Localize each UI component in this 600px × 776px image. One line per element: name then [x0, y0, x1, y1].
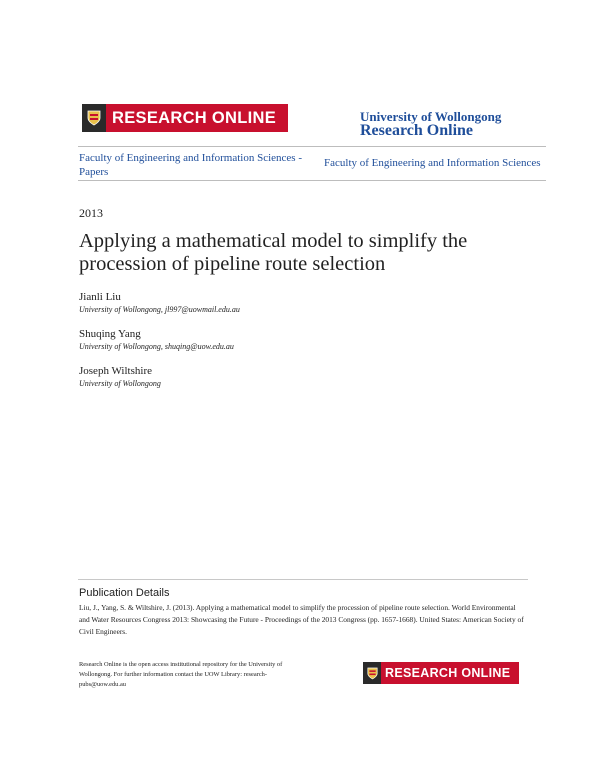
logo-text: RESEARCH ONLINE — [112, 108, 277, 127]
repository-name-link[interactable]: Research Online — [360, 122, 474, 139]
research-online-logo[interactable] — [82, 104, 288, 132]
research-online-footer-logo[interactable] — [363, 662, 519, 684]
divider — [78, 146, 546, 147]
author-name: Shuqing Yang — [79, 328, 141, 340]
publication-details-text: Liu, J., Yang, S. & Wiltshire, J. (2013). Applying a mathematical model to simplify the procession of pipeline route selection. World Environmental and Water Resources Congress 2013: Showcasing the Future - Proceedings of the 2013 Congress (pp. 1657-1668). United States: American Society of Civil Engineers. — [79, 603, 524, 636]
divider — [78, 579, 528, 580]
publication-details-heading: Publication Details — [79, 587, 170, 599]
uow-crest-icon — [363, 662, 381, 684]
uow-crest-icon — [82, 104, 106, 132]
logo-text: RESEARCH ONLINE — [385, 666, 511, 680]
publication-year: 2013 — [79, 206, 103, 220]
author-affiliation: University of Wollongong, jl997@uowmail.edu.au — [79, 305, 240, 314]
university-name-link[interactable]: University of Wollongong — [360, 109, 502, 124]
author-affiliation: University of Wollongong, shuqing@uow.edu.au — [79, 342, 234, 351]
author-name: Jianli Liu — [79, 291, 121, 303]
paper-title: Applying a mathematical model to simplify the procession of pipeline route selection — [79, 230, 468, 275]
repository-note: Research Online is the open access institutional repository for the University of Wollongong. For further information contact the UOW Library: research-pubs@uow.edu.au — [79, 661, 283, 688]
author-affiliation: University of Wollongong — [79, 379, 161, 388]
faculty-link[interactable]: Faculty of Engineering and Information Sciences — [324, 157, 541, 169]
author-name: Joseph Wiltshire — [79, 365, 152, 377]
faculty-papers-link[interactable]: Faculty of Engineering and Information Sciences - Papers — [79, 152, 302, 178]
divider — [78, 180, 546, 181]
